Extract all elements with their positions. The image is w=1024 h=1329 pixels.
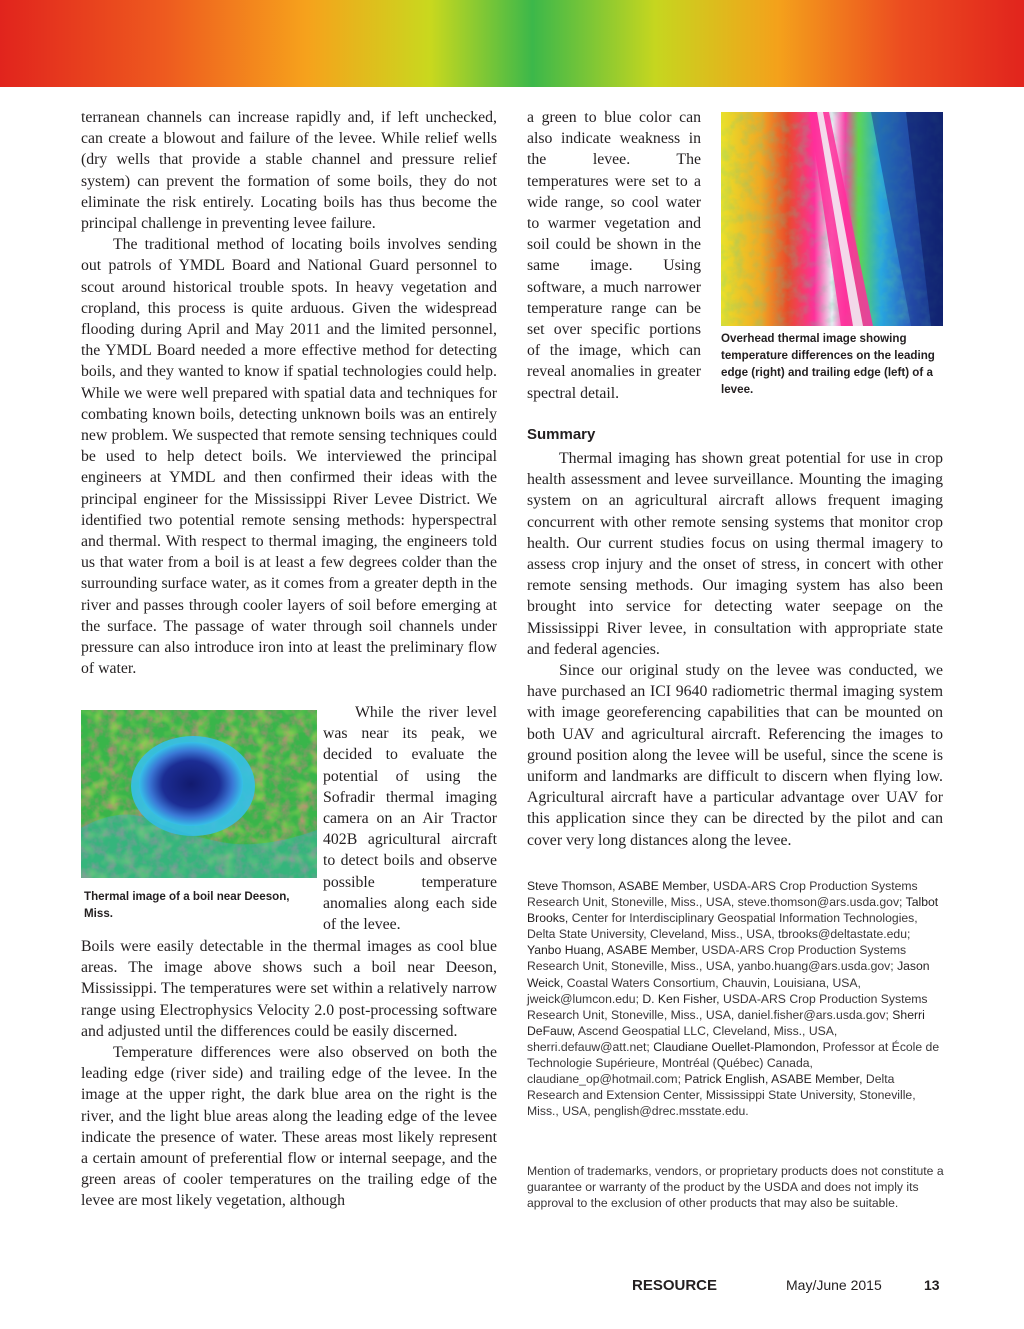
paragraph: Boils were easily detectable in the thermal images as cool blue areas. The image above shows such a boil near Deeson, Mississippi. The temperatures were set within a relatively narrow range using Electrophysics Velocity 2.0 post-processing software and adjusted until the differences could be easily discerned. [81, 938, 497, 1040]
author-name: Steve Thomson, ASABE Member, [527, 879, 710, 893]
author-name: Yanbo Huang, ASABE Member, [527, 943, 699, 958]
author-affiliation: USDA-ARS Crop Production Systems Research Unit, Stoneville, Miss., USA, daniel.fisher@ars.usda.gov; [527, 991, 928, 1022]
page-number: 13 [924, 1277, 940, 1293]
column-right-top [527, 107, 701, 404]
paragraph: Since our original study on the levee was conducted, we have purchased an ICI 9640 radiometric thermal imaging system with image georeferencing capabilities that can be mounted on both UAV and agricultural aircraft. Referencing the images to ground position along the levee will be useful, since the scene is uniform and landmarks are difficult to discern when flying low. Agricultural aircraft have a particular advantage over UAV for this application since they can be directed by the pilot and can cover very long distances along the levee. [527, 662, 943, 849]
author-affiliation: USDA-ARS Crop Production Systems Research Unit, Stoneville, Miss., USA, steve.thomson@ars.usda.gov; [527, 879, 918, 910]
author-name: Jason Weick, [527, 959, 930, 990]
paragraph: a green to blue color can also indicate weakness in the levee. The temperatures were set to a wide range, so cool water to warmer vegetation and soil could be shown in the same image. Using software, a much narrower temperature range can be set over specific portions of the image, which can reveal anomalies in greater spectral detail. [527, 109, 701, 402]
boil-thermal-image [81, 710, 317, 878]
column-left-bottom [81, 936, 497, 1212]
paragraph: terranean channels can increase rapidly and, if left unchecked, can create a blowout and failure of the levee. While relief wells (dry wells that provide a stable channel and pressure relief system) can prevent the formation of some boils, they do not eliminate the risk entirely. Locating boils has thus become the principal challenge in preventing levee failure. [81, 109, 497, 233]
magazine-name: RESOURCE [632, 1277, 718, 1294]
color-gradient-banner [0, 0, 1024, 87]
author-name: D. Ken Fisher, [642, 991, 720, 1006]
author-credits [527, 878, 947, 1119]
paragraph: Thermal imaging has shown great potential for use in crop health assessment and levee surveillance. Mounting the imaging system on an agricultural aircraft allows frequent imaging concurrent with other remote sensing systems that monitor crop health. Our current studies focus on using thermal imagery to assess crop injury and the onset of stress, in concert with other remote sensing methods. Our imaging system has also been brought into service for detecting water seepage on the Mississippi River levee, in consultation with appropriate state and federal agencies. [527, 450, 943, 658]
boil-figure-caption: Thermal image of a boil near Deeson, Miss. [84, 890, 290, 920]
author-name: Talbot Brooks, [527, 895, 939, 926]
column-wrap-text [323, 702, 497, 935]
author-affiliation: USDA-ARS Crop Production Systems Research Unit, Stoneville, Miss., USA, yanbo.huang@ars.usda.gov; [527, 943, 907, 974]
levee-figure-caption: Overhead thermal image showing temperature differences on the leading edge (right) and trailing edge (left) of a levee. [721, 332, 935, 396]
author-affiliation: Ascend Geospatial LLC, Cleveland, Miss., USA, sherri.defauw@att.net; [527, 1023, 838, 1054]
paragraph: Temperature differences were also observed on both the leading edge (river side) and trailing edge of the levee. In the image at the upper right, the dark blue area on the right is the river, and the light blue areas along the leading edge of the levee indicate the presence of water. These areas most likely represent a certain amount of preferential flow or internal seepage, and the green areas of cooler temperatures on the trailing edge of the levee are most likely vegetation, although [81, 1044, 497, 1210]
author-name: Claudiane Ouellet-Plamondon, [653, 1039, 820, 1054]
issue-date: May/June 2015 [786, 1277, 882, 1293]
disclaimer: Mention of trademarks, vendors, or proprietary products does not constitute a guarantee or warranty of the product by the USDA and does not imply its approval to the exclusion of other products that may also be suitable. [527, 1164, 944, 1211]
author-affiliation: Professor at École de Technologie Supérieure, Montréal (Québec) Canada, claudiane_op@hotmail.com; [527, 1039, 940, 1087]
summary-heading: Summary [527, 426, 596, 443]
author-name: Patrick English, ASABE Member, [684, 1072, 863, 1087]
levee-thermal-image [721, 112, 943, 326]
author-affiliation: Coastal Waters Consortium, Chauvin, Louisiana, USA, jweick@lumcon.edu; [527, 975, 861, 1006]
author-affiliation: Delta Research and Extension Center, Mississippi State University, Stoneville, Miss., USA, penglish@drec.msstate.edu. [527, 1072, 916, 1119]
column-summary [527, 424, 943, 851]
column-left-top [81, 107, 497, 679]
author-name: Sherri DeFauw, [527, 1007, 925, 1038]
paragraph: While the river level was near its peak, we decided to evaluate the potential of using the Sofradir thermal imaging camera on an Air Tractor 402B agricultural aircraft to detect boils and observe possible temperature anomalies along each side of the levee. [323, 704, 497, 934]
author-affiliation: Center for Interdisciplinary Geospatial Information Technologies, Delta State University, Cleveland, Miss., USA, tbrooks@deltastate.edu; [527, 911, 918, 942]
paragraph: The traditional method of locating boils involves sending out patrols of YMDL Board and National Guard personnel to scout around historical trouble spots. In heavy vegetation and cropland, this process is quite arduous. Given the widespread flooding during April and May 2011 and the limited personnel, the YMDL Board needed a more effective method for detecting boils, and they wanted to know if spatial technologies could help. While we were well prepared with spatial data and techniques for combating known boils, detecting unknown boils was an entirely new problem. We suspected that remote sensing techniques could be used to help detect boils. We interviewed the principal engineers at YMDL and then confirmed their ideas with the principal engineer for the Mississippi River Levee District. We identified two potential remote sensing methods: hyperspectral and thermal. With respect to thermal imaging, the engineers told us that water from a boil is at least a few degrees colder than the surrounding surface water, as it comes from a greater depth in the river and passes through cooler layers of soil before emerging at the surface. The passage of water through soil channels under pressure can also introduce iron into at least the preliminary flow of water. [81, 236, 497, 678]
